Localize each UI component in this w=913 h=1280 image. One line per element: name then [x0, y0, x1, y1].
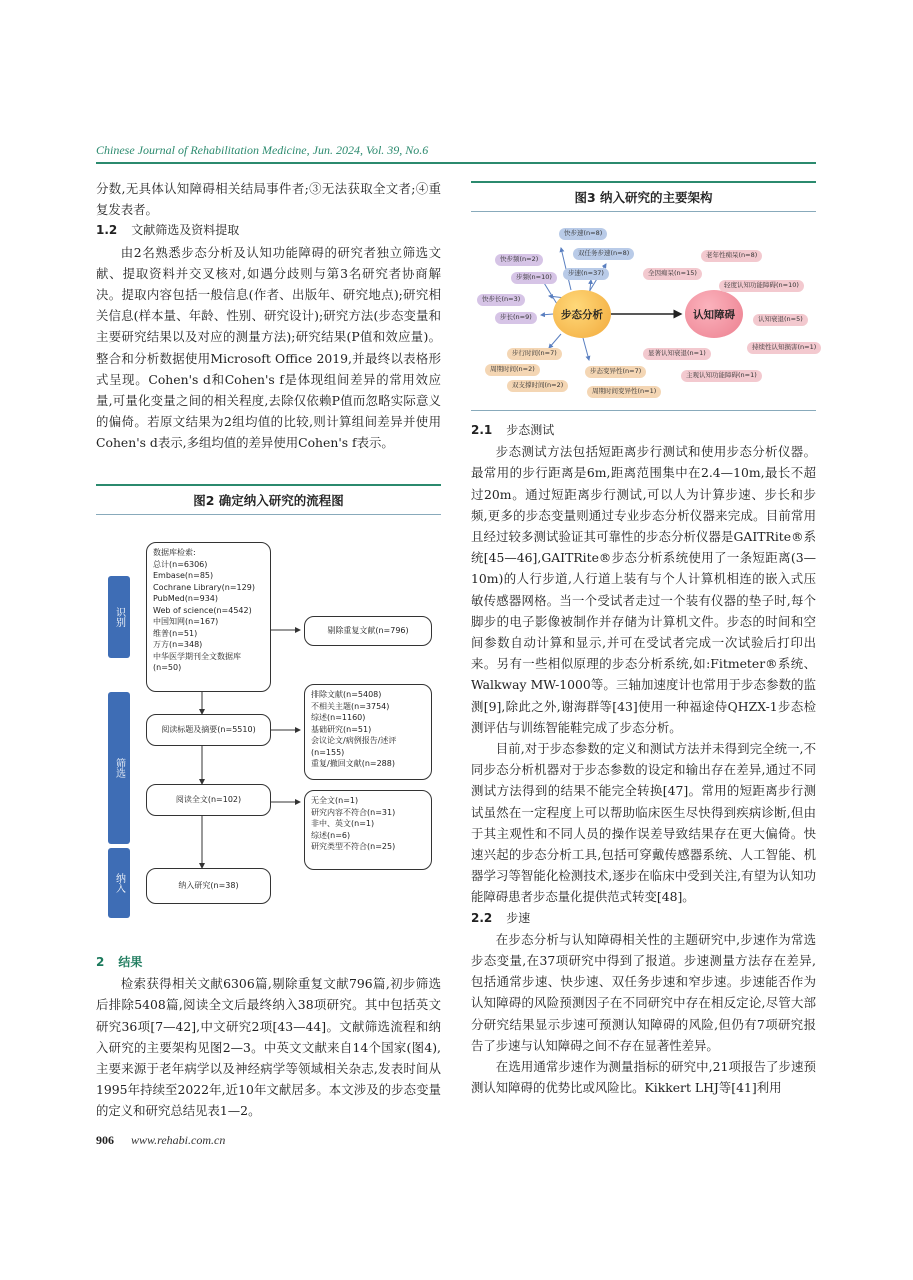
paragraph-gait-testing: 步态测试方法包括短距离步行测试和使用步态分析仪器。最常用的步行距离是6m,距离范围集中在2.4—10m,最长不超过20m。通过短距离步行测试,可以人为计算步速、步长和步频,更多的步态变量则通过专业步态分析仪器来完成。目前常用且经过较多测试验证其可靠性的步态分析仪器是GAITRite®系统[45—46],GAITRite®步态分析系统使用了一条短距离(3—10m)的人行步道,人行道上装有与个人计算机相连的嵌入式压敏传感器网格。当一个受试者走过一个装有仪器的垫子时,每个脚步的电子影像被制作并存储为计算机文件。步态的时间和空间参数自动计算和显示,并可在受试者完成一次试验后打印出来。另有一些相似原理的步态分析系统,如:Fitmeter®系统、Walkway MW-1000等。三轴加速度计也常用于步态参数的监测[9],除此之外,谢海群等[43]使用一种福途侍QHZX-1步态检测评估与训练智能鞋完成了步态分析。 — [471, 444, 816, 735]
section-number: 1.2 — [96, 223, 118, 238]
pill-double-support: 双支撑时间(n=2) — [507, 380, 568, 392]
pill-cadence: 步频(n=10) — [511, 272, 557, 284]
excl2-line: 无全文(n=1) — [311, 796, 359, 805]
paragraph-criteria-end: 分数,无具体认知障碍相关结局事件者;③无法获取全文者;④重复发表者。 — [96, 181, 441, 218]
db-line: 总计(n=6306) — [153, 559, 208, 569]
section-number: 2.1 — [471, 423, 493, 437]
fig3-caption-rule — [471, 211, 816, 212]
pill-dual-task-speed: 双任务步速(n=8) — [573, 248, 634, 260]
excl1-line: 综述(n=1160) — [311, 713, 366, 722]
db-line: Web of science(n=4542) — [153, 605, 252, 615]
page-footer — [96, 1133, 225, 1148]
fig3-diagram — [471, 218, 816, 408]
pill-alzheimers: 老年性痴呆(n=8) — [701, 250, 762, 262]
flowchart — [96, 520, 441, 930]
flow-box-full-text — [146, 784, 271, 816]
section-title: 结果 — [118, 955, 143, 969]
fig3-bottom-rule — [471, 410, 816, 411]
db-line: Cochrane Library(n=129) — [153, 582, 255, 592]
excl2-line: 非中、英文(n=1) — [311, 819, 375, 828]
paragraph-usual-speed: 在选用通常步速作为测量指标的研究中,21项报告了步速预测认知障碍的优势比或风险比。Kikkert LHJ等[41]利用 — [471, 1059, 816, 1096]
flow-box-duplicates — [304, 616, 432, 646]
fig3-caption: 图3 纳入研究的主要架构 — [574, 190, 713, 205]
right-column-text — [471, 420, 816, 1099]
pill-significant-decline: 显著认知衰退(n=1) — [643, 348, 711, 360]
section-1-2-heading — [96, 220, 441, 241]
pill-fast-cadence: 快步频(n=2) — [495, 254, 543, 266]
gait-analysis-bubble: 步态分析 — [553, 290, 611, 338]
included-text: 纳入研究(n=38) — [178, 881, 239, 891]
pill-cognitive-decline: 认知衰退(n=5) — [753, 314, 808, 326]
section-2-1-heading — [471, 420, 816, 441]
db-line: PubMed(n=934) — [153, 594, 219, 603]
fig3-top-rule — [471, 181, 816, 183]
section-2-2-heading — [471, 908, 816, 929]
pill-gait-variability: 步态变异性(n=7) — [585, 366, 646, 378]
flow-box-included — [146, 868, 271, 904]
section-2-heading — [96, 952, 441, 973]
fig2-caption: 图2 确定纳入研究的流程图 — [193, 493, 344, 508]
journal-issue: Jun. 2024, Vol. 39, No.6 — [312, 143, 429, 157]
journal-url: www.rehabi.com.cn — [131, 1133, 226, 1147]
excl1-line: 排除文献(n=5408) — [311, 690, 382, 699]
excl1-line: 重复/撤回文献(n=288) — [311, 759, 395, 768]
db-line: 中国知网(n=167) — [153, 617, 219, 626]
section-number: 2.2 — [471, 910, 493, 925]
journal-header — [96, 143, 428, 158]
dup-text: 剔除重复文献(n=796) — [327, 626, 409, 636]
excl2-line: 研究类型不符合(n=25) — [311, 842, 396, 851]
pill-step-length: 步长(n=9) — [495, 312, 537, 324]
db-line: (n=50) — [153, 663, 182, 672]
excl1-line: 不相关主题(n=3754) — [311, 701, 390, 711]
flow-side-identify: 识别 — [108, 576, 130, 658]
pill-cycle-time: 周期时间(n=2) — [485, 364, 540, 376]
section-title: 步速 — [506, 910, 531, 925]
excl1-line: (n=155) — [311, 747, 345, 757]
read-full-text: 阅读全文(n=102) — [175, 795, 242, 805]
pill-persistent-impairment: 持续性认知损害(n=1) — [747, 342, 821, 354]
db-line: 万方(n=348) — [153, 640, 203, 649]
excl2-line: 研究内容不符合(n=31) — [311, 807, 396, 817]
pill-cycle-variability: 周期时间变异性(n=1) — [587, 386, 661, 398]
db-line: Embase(n=85) — [153, 571, 214, 580]
fig2-caption-rule — [96, 514, 441, 515]
paragraph-gait-definition: 目前,对于步态参数的定义和测试方法并未得到完全统一,不同步态分析机器对于步态参数的设定和输出存在差异,通过不同测试方法得到的结果不能完全转换[47]。常用的短距离步行测试虽然在一定程度上可以帮助临床医生尽快得到疾病诊断,但由于其主观性和不同人员的操作误差导致结果存在更大偏倚。快速兴起的步态分析工具,包括可穿戴传感器系统、人工智能、机器学习等智能化检测技术,逐步在临床中受到关注,有望为认知功能障碍患者步态量化提供范式转变[48]。 — [471, 741, 816, 905]
excl2-line: 综述(n=6) — [311, 830, 351, 840]
excl1-line: 会议论文/病例报告/述评 — [311, 736, 397, 745]
pill-walking-time: 步行时间(n=7) — [507, 348, 562, 360]
flow-box-excluded-1 — [304, 684, 432, 780]
journal-name: Chinese Journal of Rehabilitation Medicine, — [96, 143, 310, 157]
cognitive-impairment-bubble: 认知障碍 — [685, 290, 743, 338]
pill-mci: 轻度认知功能障碍(n=10) — [719, 280, 804, 292]
flow-box-excluded-2 — [304, 790, 432, 870]
db-line: 数据库检索: — [153, 548, 196, 557]
excl1-line: 基础研究(n=51) — [311, 724, 372, 734]
pill-subjective-impairment: 主观认知功能障碍(n=1) — [681, 370, 762, 382]
section-title: 步态测试 — [506, 423, 555, 437]
pill-fast-step-length: 快步长(n=3) — [477, 294, 525, 306]
flow-side-screen: 筛选 — [108, 692, 130, 844]
flow-box-database — [146, 542, 271, 692]
db-line: 中华医学期刊全文数据库 — [153, 651, 241, 661]
fig2-top-rule — [96, 484, 441, 486]
section-title: 文献筛选及资料提取 — [131, 223, 240, 238]
pill-fast-gait-speed: 快步速(n=8) — [559, 228, 607, 240]
paragraph-results: 检索获得相关文献6306篇,剔除重复文献796篇,初步筛选后排除5408篇,阅读全文后最终纳入38项研究。其中包括英文研究36项[7—42],中文研究2项[43—44]。文献筛选流程和纳入研究的主要架构见图2—3。中英文文献来自14个国家(图4),主要来源于老年病学以及神经病学等领域相关杂志,发表时间从1995年持续至2022年,近10年文献居多。本文涉及的步态变量的定义和研究总结见表1—2。 — [96, 976, 441, 1119]
pill-all-cause-dementia: 全因痴呆(n=15) — [643, 268, 702, 280]
flow-box-title-abstract — [146, 714, 271, 746]
left-column-bottom — [96, 952, 441, 1122]
left-column-top — [96, 178, 441, 454]
read-title-text: 阅读标题及摘要(n=5510) — [161, 725, 256, 735]
page-number: 906 — [96, 1133, 114, 1147]
section-number: 2 — [96, 955, 105, 969]
header-rule — [96, 162, 816, 164]
paragraph-gait-speed: 在步态分析与认知障碍相关性的主题研究中,步速作为常选步态变量,在37项研究中得到了报道。步速测量方法存在差异,包括通常步速、快步速、双任务步速和窄步速。步速能否作为认知障碍的风险预测因子在不同研究中存在相反定论,尽管大部分研究结果显示步速可预测认知障碍的风险,但仍有7项研究报告了步速与认知障碍之间不存在显著性差异。 — [471, 931, 816, 1053]
paragraph-data-extraction: 由2名熟悉步态分析及认知功能障碍的研究者独立筛选文献、提取资料并交叉核对,如遇分歧则与第3名研究者协商解决。提取内容包括一般信息(作者、出版年、研究地点);研究相关信息(样本量、年龄、性别、研究设计);研究方法(步态变量和主要研究结果以及对应的测量方法);研究结果(P值和效应量)。整合和分析数据使用Microsoft Office 2019,并最终以表格形式呈现。Cohen's d和Cohen's f是体现组间差异的常用效应量,可量化变量之间的相关程度,去除仅依赖P值而忽略实际意义的偏倚。若原文结果为2组均值的比较,则计算组间差异并使用Cohen's d表示,多组均值的差异使用Cohen's f表示。 — [96, 244, 441, 451]
pill-gait-speed: 步速(n=37) — [563, 268, 609, 280]
flow-side-include: 纳入 — [108, 848, 130, 918]
db-line: 维普(n=51) — [153, 628, 198, 638]
